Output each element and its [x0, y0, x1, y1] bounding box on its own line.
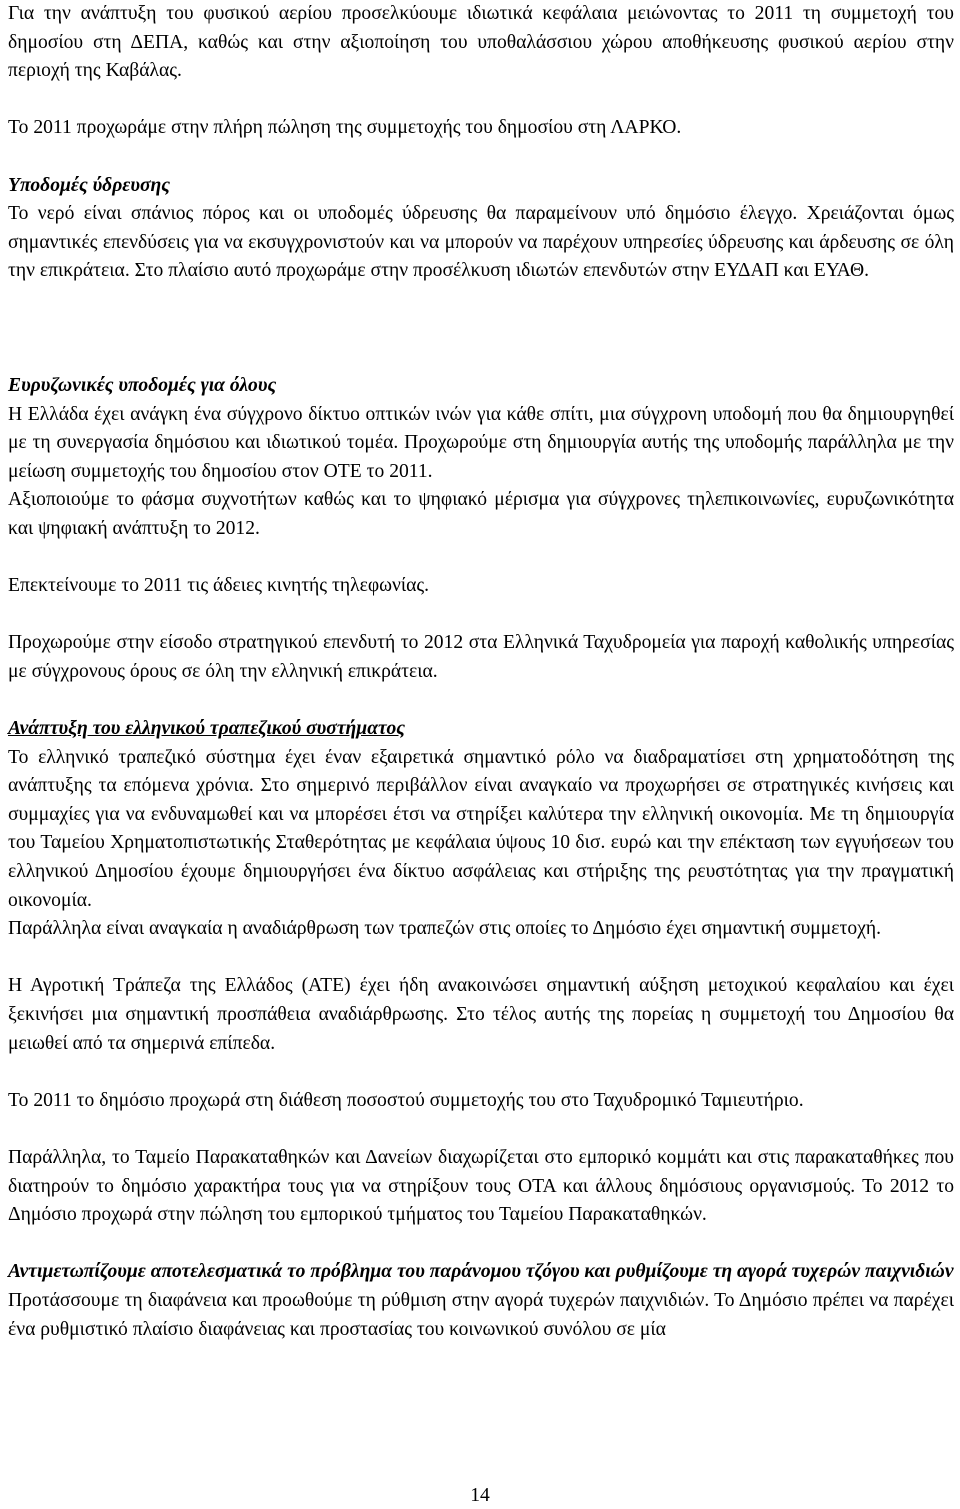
paragraph-banking-role: Το ελληνικό τραπεζικό σύστημα έχει έναν εξαιρετικά σημαντικό ρόλο να διαδραματίσει στη χρηματοδότηση της ανάπτυξης τα επόμενα χρόνια. Στο σημερινό περιβάλλον είναι αναγκαίο να προχωρήσει σε στρατηγικές κινήσεις και συμμαχίες για να ενδυναμωθεί και να μπορέσει έτσι να στηρίξει καλύτερα την ελληνική οικονομία. Με τη δημιουργία του Ταμείου Χρηματοπιστωτικής Σταθερότητας με κεφάλαια ύψους 10 δισ. ευρώ και την επέκταση των εγγυήσεων του ελληνικού Δημοσίου έχουμε δημιουργήσει ένα δίκτυο ασφάλειας και στήριξης της ρευστότητας για την πραγματική οικονομία. [8, 746, 954, 911]
spacer [8, 143, 954, 172]
spacer [8, 544, 954, 573]
spacer [8, 86, 954, 115]
spacer [8, 286, 954, 372]
spacer [8, 944, 954, 973]
paragraph-water: Το νερό είναι σπάνιος πόρος και οι υποδομές ύδρευσης θα παραμείνουν υπό δημόσιο έλεγχο. Χρειάζονται όμως σημαντικές επενδύσεις για να εκσυγχρονιστούν και να μπορούν να παρέχουν υπηρεσίες ύδρευσης και άρδευσης σε όλη την επικράτεια. Στο πλαίσιο αυτό προχωράμε στην προσέλκυση ιδιωτών επενδυτών στην ΕΥΔΑΠ και ΕΥΑΘ. [8, 203, 954, 282]
paragraph-broadband-spectrum: Αξιοποιούμε το φάσμα συχνοτήτων καθώς και το ψηφιακό μέρισμα για σύγχρονες τηλεπικοινωνίες, ευρυζωνικότητα και ψηφιακή ανάπτυξη το 2012. [8, 489, 954, 539]
spacer [8, 1115, 954, 1144]
spacer [8, 686, 954, 715]
heading-banking: Ανάπτυξη του ελληνικού τραπεζικού συστήματος [8, 718, 405, 740]
paragraph-gambling: Προτάσσουμε τη διαφάνεια και προωθούμε τη ρύθμιση στην αγορά τυχερών παιχνιδιών. Το Δημόσιο πρέπει να παρέχει ένα ρυθμιστικό πλαίσιο διαφάνειας και προστασίας του κοινωνικού συνόλου σε μία [8, 1289, 954, 1340]
heading-broadband: Ευρυζωνικές υποδομές για όλους [8, 374, 277, 396]
paragraph-gas: Για την ανάπτυξη του φυσικού αερίου προσελκύουμε ιδιωτικά κεφάλαια μειώνοντας το 2011 τη συμμετοχή του δημοσίου στη ΔΕΠΑ, καθώς και στην αξιοποίηση του υποθαλάσσιου χώρου αποθήκευσης φυσικού αερίου στην περιοχή της Καβάλας. [8, 3, 954, 82]
page-number: 14 [470, 1485, 490, 1506]
paragraph-banking-restructuring: Παράλληλα είναι αναγκαία η αναδιάρθρωση των τραπεζών στις οποίες το Δημόσιο έχει σημαντική συμμετοχή. [8, 918, 882, 940]
paragraph-post: Προχωρούμε στην είσοδο στρατηγικού επενδυτή το 2012 στα Ελληνικά Ταχυδρομεία για παροχή καθολικής υπηρεσίας με σύγχρονους όρους σε όλη την ελληνική επικράτεια. [8, 632, 954, 682]
heading-gambling: Αντιμετωπίζουμε αποτελεσματικά το πρόβλημα του παράνομου τζόγου και ρυθμίζουμε τη αγορά τυχερών παιχνιδιών [8, 1261, 954, 1283]
paragraph-broadband-fiber: Η Ελλάδα έχει ανάγκη ένα σύγχρονο δίκτυο οπτικών ινών για κάθε σπίτι, μια σύγχρονη υποδομή που θα δημιουργηθεί με τη συνεργασία δημόσιου και ιδιωτικού τομέα. Προχωρούμε στη δημιουργία αυτής της υποδομής παράλληλα με την μείωση συμμετοχής του δημοσίου στον ΟΤΕ το 2011. [8, 403, 954, 482]
spacer [8, 601, 954, 630]
spacer [8, 1058, 954, 1087]
paragraph-larco: Το 2011 προχωράμε στην πλήρη πώληση της συμμετοχής του δημοσίου στη ΛΑΡΚΟ. [8, 117, 682, 139]
paragraph-deposits-loans-fund: Παράλληλα, το Ταμείο Παρακαταθηκών και Δανείων διαχωρίζεται στο εμπορικό κομμάτι και στις παρακαταθήκες που διατηρούν το δημόσιο χαρακτήρα τους για να στηρίξουν τους ΟΤΑ και άλλους δημόσιους οργανισμούς. Το 2012 το Δημόσιο προχωρά στην πώληση του εμπορικού τμήματος του Ταμείου Παρακαταθηκών. [8, 1146, 954, 1226]
document-page [8, 0, 954, 1344]
paragraph-ate: Η Αγροτική Τράπεζα της Ελλάδος (ΑΤΕ) έχει ήδη ανακοινώσει σημαντική αύξηση μετοχικού κεφαλαίου και έχει ξεκινήσει μια σημαντική προσπάθεια αναδιάρθρωσης. Στο τέλος αυτής της πορείας η συμμετοχή του Δημοσίου θα μειωθεί από τα σημερινά επίπεδα. [8, 975, 954, 1054]
heading-water-infrastructure: Υποδομές ύδρευσης [8, 174, 170, 196]
paragraph-mobile-licenses: Επεκτείνουμε το 2011 τις άδειες κινητής τηλεφωνίας. [8, 575, 430, 597]
paragraph-postal-savings: Το 2011 το δημόσιο προχωρά στη διάθεση ποσοστού συμμετοχής του στο Ταχυδρομικό Ταμιευτήριο. [8, 1089, 804, 1111]
spacer [8, 1230, 954, 1259]
